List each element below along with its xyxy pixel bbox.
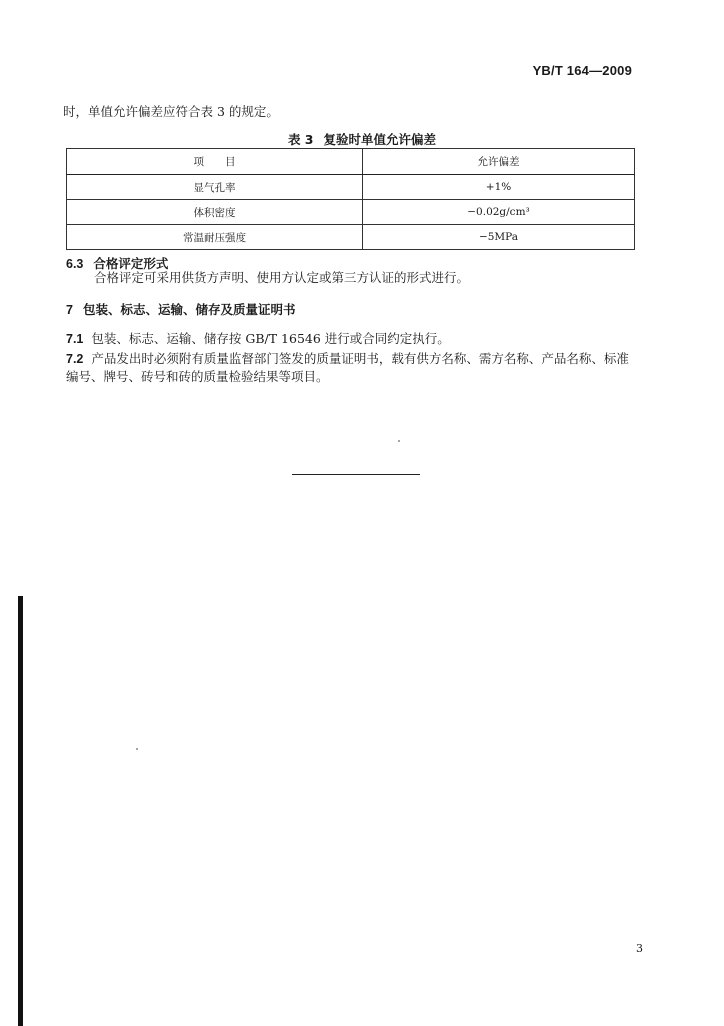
table-header-item: 项 目 [67, 149, 363, 175]
section-7-heading [66, 300, 295, 318]
table-row [67, 175, 635, 200]
table-caption-title: 复验时单值允许偏差 [323, 132, 437, 147]
scan-edge-shadow [18, 596, 23, 1026]
clause-text: 产品发出时必须附有质量监督部门签发的质量证明书，载有供方名称、需方名称、产品名称、标准编号、牌号、砖号和砖的质量检验结果等项目。 [66, 351, 629, 384]
table-header-row [67, 149, 635, 175]
table-row [67, 200, 635, 225]
section-title: 合格评定形式 [93, 256, 169, 271]
table-header-tolerance: 允许偏差 [363, 149, 635, 175]
section-number: 6.3 [66, 257, 84, 271]
table-cell-item: 体积密度 [67, 200, 363, 225]
table-cell-tolerance: −0.02g/cm³ [363, 200, 635, 225]
clause-text: 包装、标志、运输、储存按 GB/T 16546 进行或合同约定执行。 [91, 331, 450, 346]
scan-speck [136, 748, 138, 750]
table-caption-number: 表 3 [287, 132, 314, 147]
table-row [67, 225, 635, 250]
table-cell-tolerance: +1% [363, 175, 635, 200]
table-cell-tolerance: −5MPa [363, 225, 635, 250]
scan-speck [398, 440, 400, 442]
section-title: 包装、标志、运输、储存及质量证明书 [82, 302, 296, 317]
end-rule [292, 474, 420, 475]
section-number: 7 [66, 303, 73, 317]
clause-7-2 [66, 350, 641, 386]
clause-7-1 [66, 330, 450, 348]
clause-number: 7.2 [66, 352, 84, 366]
page-number: 3 [636, 942, 643, 955]
section-6-3-text: 合格评定可采用供货方声明、使用方认定或第三方认证的形式进行。 [94, 270, 470, 285]
tolerance-table [66, 148, 635, 250]
table-cell-item: 常温耐压强度 [67, 225, 363, 250]
standard-number: YB/T 164—2009 [532, 63, 632, 78]
continued-paragraph: 时，单值允许偏差应符合表 3 的规定。 [63, 104, 279, 119]
table-cell-item: 显气孔率 [67, 175, 363, 200]
table-caption [0, 130, 724, 148]
clause-number: 7.1 [66, 332, 84, 346]
